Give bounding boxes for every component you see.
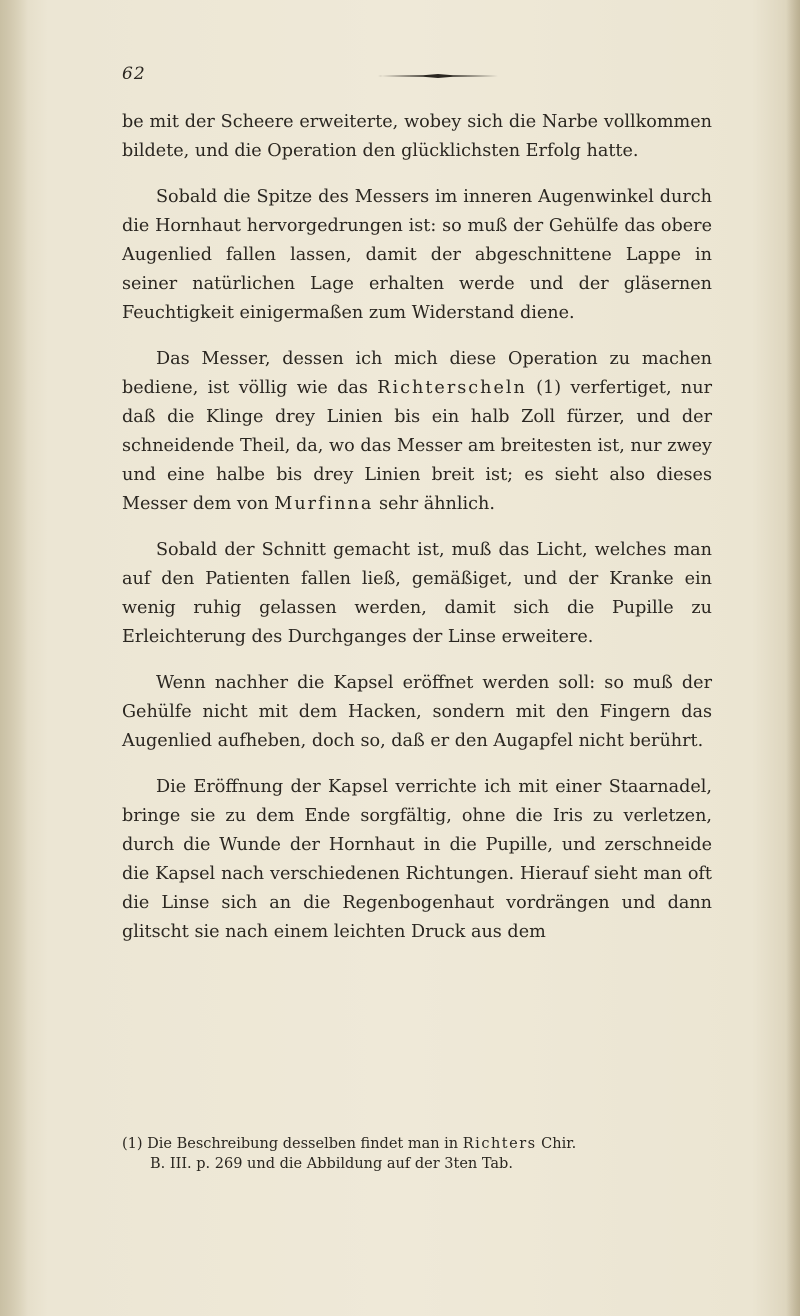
paragraph-capsule-opening: Wenn nachher die Kapsel eröffnet werden soll: so muß der Gehülfe nicht mit dem Hacken, sondern mit den Fingern das Augenlied aufheben, doch so, daß er den Augapfel nicht berührt. — [122, 673, 712, 751]
paragraph-light-pupil: Sobald der Schnitt gemacht ist, muß das Licht, welches man auf den Patienten fallen ließ, gemäßiget, und der Kranke ein wenig ruhig gelassen werden, damit sich die Pupille zu Erleichterung des Durchganges der Linse erweitere. — [122, 540, 712, 647]
footnote — [122, 1134, 712, 1174]
paragraph-knife-description — [122, 345, 712, 519]
footnote-reference: B. III. p. 269 und die Abbildung auf der 3ten Tab. — [150, 1156, 513, 1172]
paragraph-lid-handling: Sobald die Spitze des Messers im inneren Augenwinkel durch die Hornhaut hervorgedrungen ist: so muß der Gehülfe das obere Augenlied fallen lassen, damit der abgeschnittene Lappe in seiner natürlichen Lage erhalten werde und der gläsernen Feuchtigkeit einigermaßen zum Widerstand diene. — [122, 187, 712, 323]
footnote-marker: (1) — [122, 1136, 143, 1152]
header-ornament — [378, 73, 498, 79]
body-text — [122, 108, 712, 964]
paragraph-needle-incision: Die Eröffnung der Kapsel verrichte ich mit einer Staarnadel, bringe sie zu dem Ende sorgfältig, ohne die Iris zu verletzen, durch die Wunde der Hornhaut in die Pupille, und zerschneide die Kapsel nach verschiedenen Richtungen. Hierauf sieht man oft die Linse sich an die Regenbogenhaut vordrängen und dann glitscht sie nach einem leichten Druck aus dem — [122, 777, 712, 942]
page-number: 62 — [122, 64, 146, 84]
footnote-author: Richters — [462, 1136, 537, 1152]
knife-text-before: Das Messer, dessen ich mich diese Operation zu machen bediene, ist völlig wie das — [122, 349, 712, 398]
knife-text-middle: (1) verfertiget, nur daß die Klinge drey Linien bis ein halb Zoll fürzer, und der schneidende Theil, da, wo das Messer am breitesten ist, nur zwey und eine halbe bis drey Linien breit ist; es sieht also dieses Messer dem von — [122, 378, 712, 514]
paragraph-continuation: be mit der Scheere erweiterte, wobey sich die Narbe vollkommen bildete, und die Operation den glücklichsten Erfolg hatte. — [122, 112, 712, 161]
page-shadow-left — [0, 0, 28, 1316]
knife-text-after: sehr ähnlich. — [373, 494, 495, 514]
footnote-text-after: Chir. — [536, 1136, 577, 1152]
author-name-murfinna: Murfinna — [274, 494, 374, 514]
footnote-text-before: Die Beschreibung desselben findet man in — [147, 1136, 463, 1152]
author-name-richter: Richterscheln — [377, 378, 527, 398]
page-shadow-right — [786, 0, 800, 1316]
